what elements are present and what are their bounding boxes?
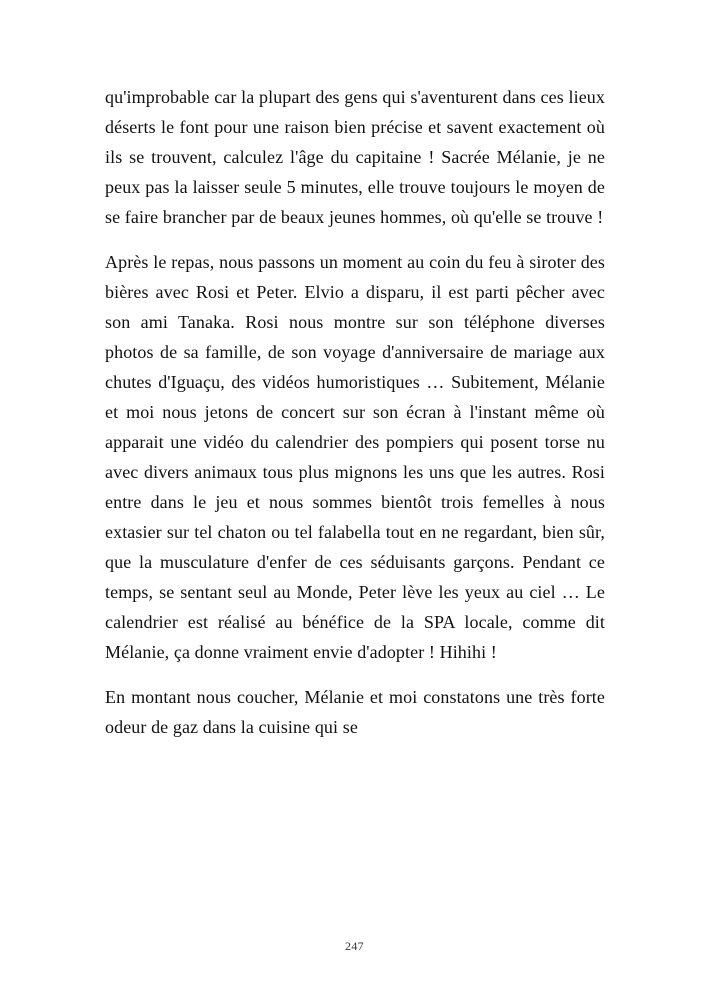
page-number: 247 <box>345 939 364 953</box>
paragraph-3: En montant nous coucher, Mélanie et moi constatons une très forte odeur de gaz dans la cuisine qui se <box>105 687 605 737</box>
paragraph-1: qu'improbable car la plupart des gens qui s'aventurent dans ces lieux déserts le font pour une raison bien précise et savent exactement où ils se trouvent, calculez l'âge du capitaine ! Sacrée Mélanie, je ne peux pas la laisser seule 5 minutes, elle trouve toujours le moyen de se faire brancher par de beaux jeunes hommes, où qu'elle se trouve ! <box>105 87 605 227</box>
paragraph-2: Après le repas, nous passons un moment au coin du feu à siroter des bières avec Rosi et Peter. Elvio a disparu, il est parti pêcher avec son ami Tanaka. Rosi nous montre sur son téléphone diverses photos de sa famille, de son voyage d'anniversaire de mariage aux chutes d'Iguaçu, des vidéos humoristiques … Subitement, Mélanie et moi nous jetons de concert sur son écran à l'instant même où apparait une vidéo du calendrier des pompiers qui posent torse nu avec divers animaux tous plus mignons les uns que les autres. Rosi entre dans le jeu et nous sommes bientôt trois femelles à nous extasier sur tel chaton ou tel falabella tout en ne regardant, bien sûr, que la musculature d'enfer de ces séduisants garçons. Pendant ce temps, se sentant seul au Monde, Peter lève les yeux au ciel … Le calendrier est réalisé au bénéfice de la SPA locale, comme dit Mélanie, ça donne vraiment envie d'adopter ! Hihihi ! <box>105 252 605 662</box>
page-text-block <box>105 82 605 742</box>
